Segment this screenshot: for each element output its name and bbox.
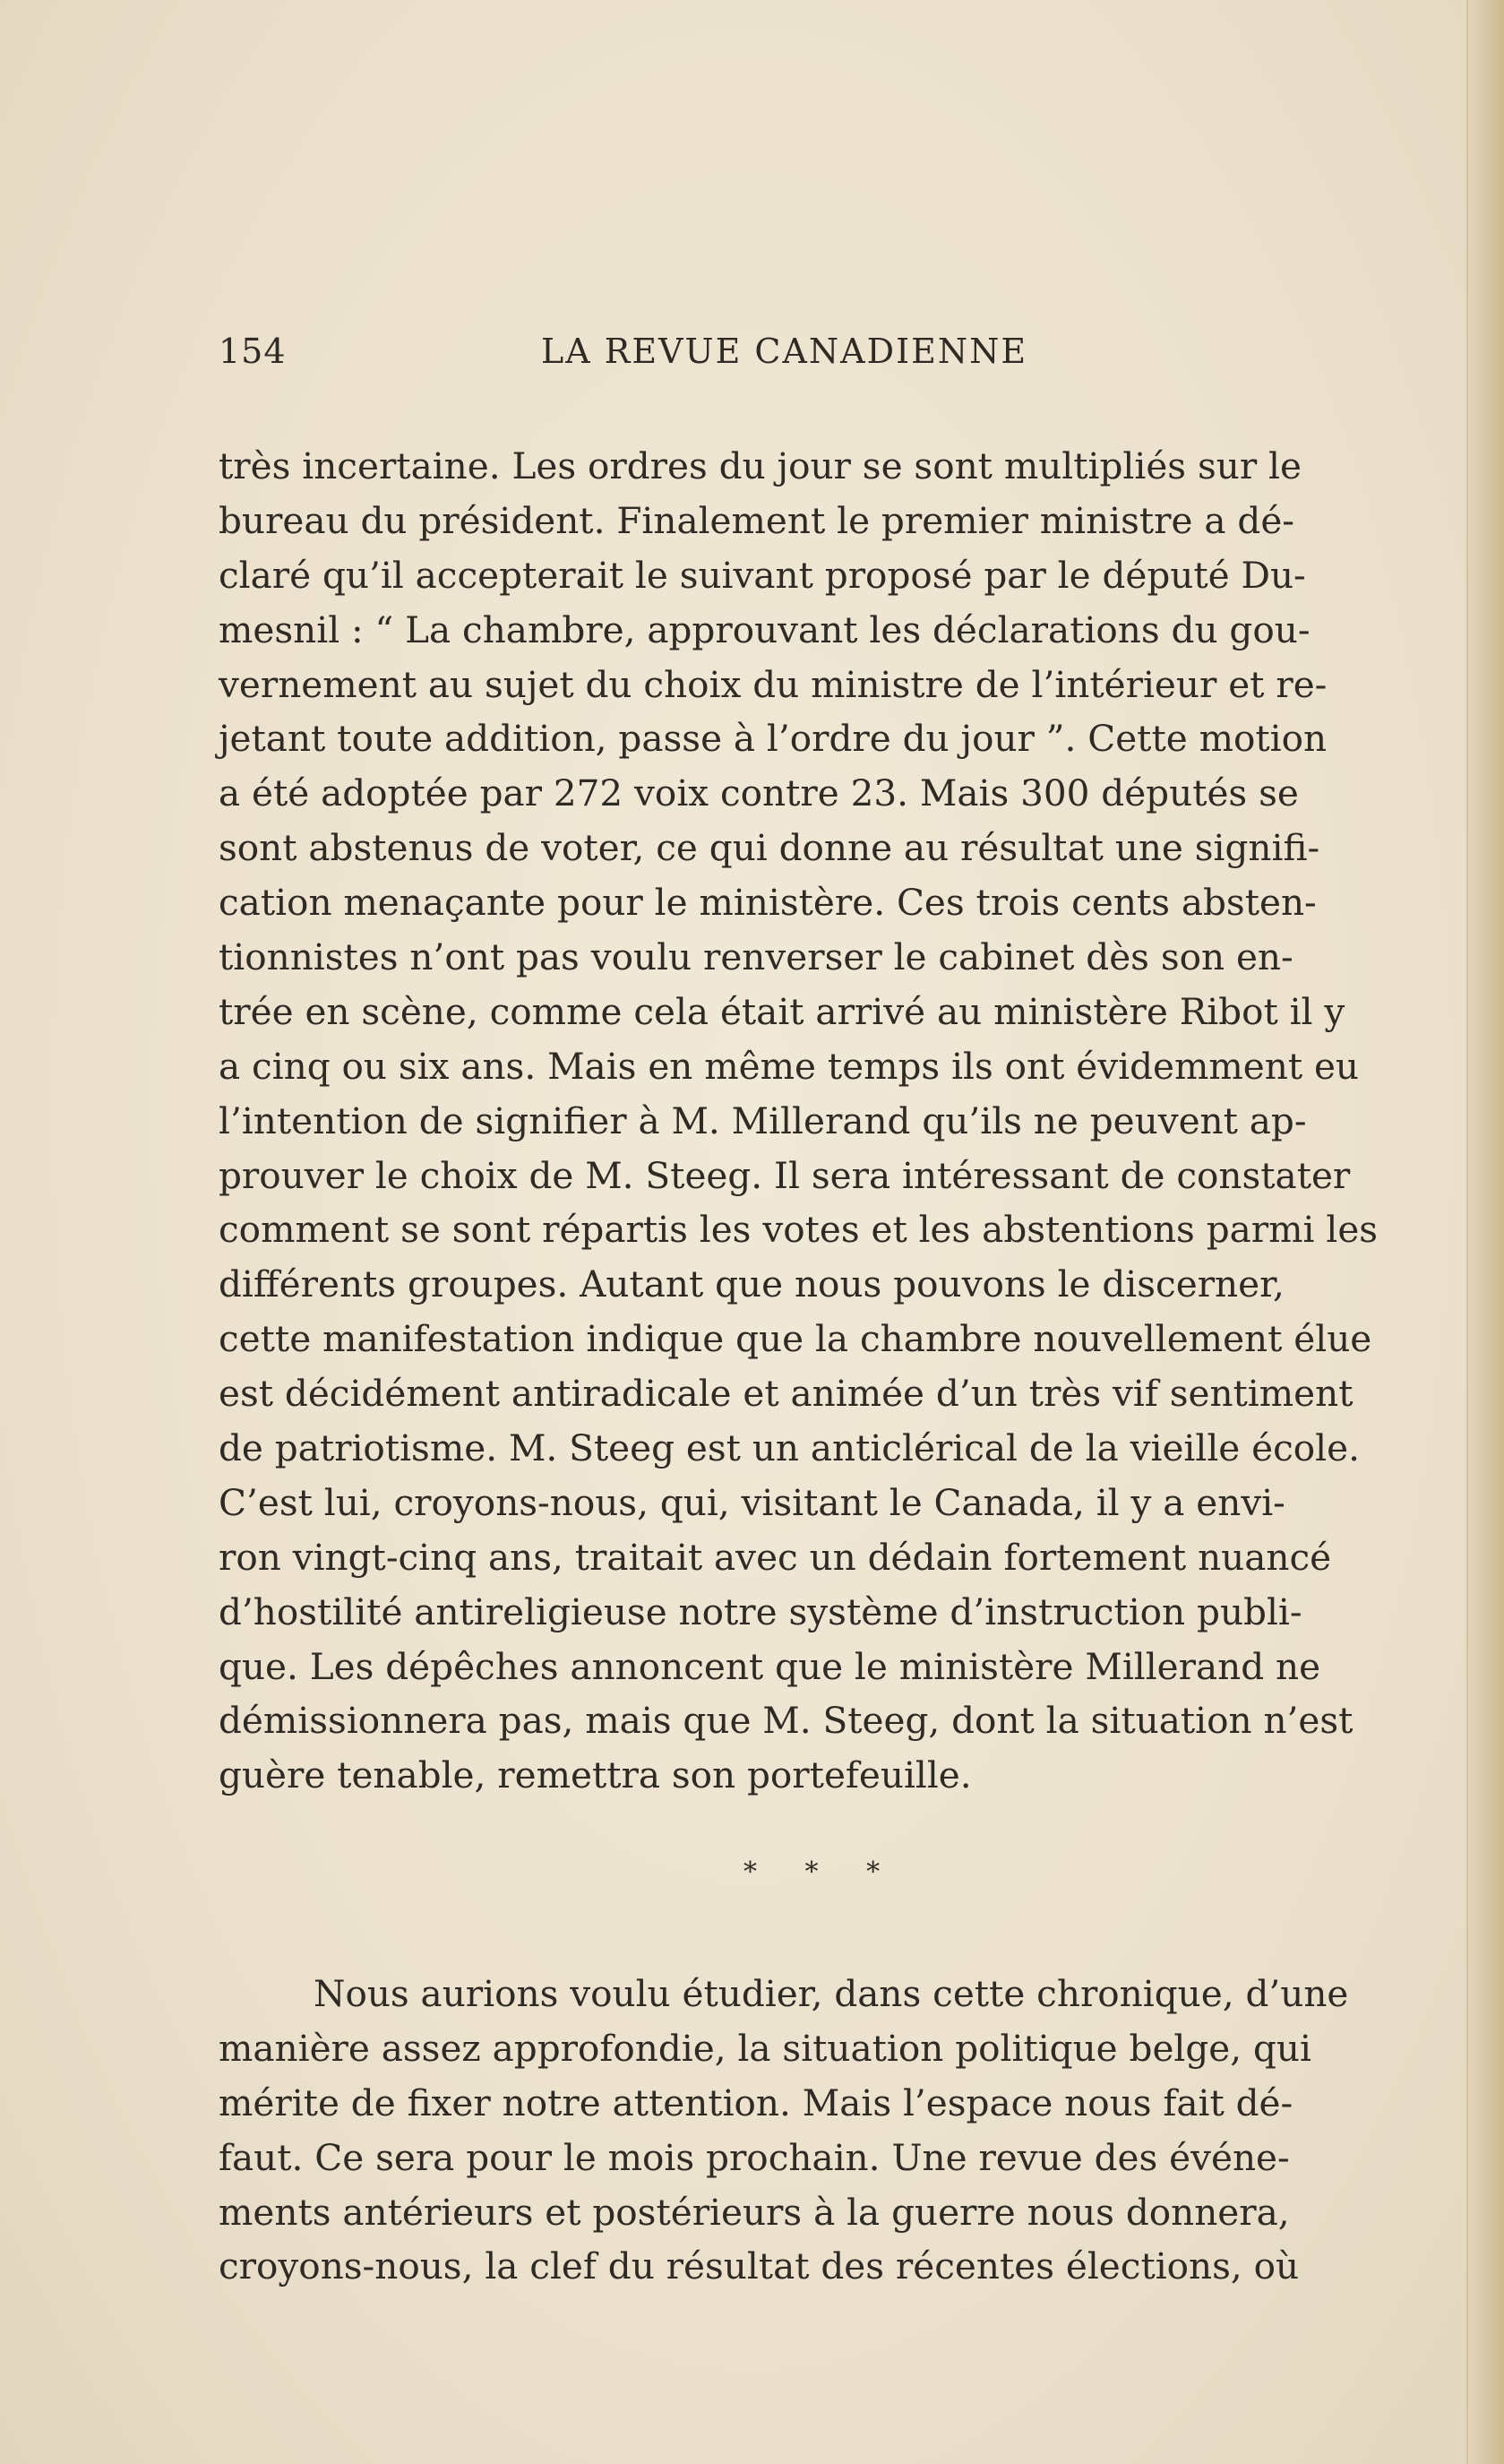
page-edge-line xyxy=(1466,0,1468,2464)
text-line: l’intention de signifier à M. Millerand qu’ils ne peuvent ap- xyxy=(219,1098,1307,1142)
text-line: claré qu’il accepterait le suivant proposé par le député Du- xyxy=(219,553,1306,597)
text-line: mérite de fixer notre attention. Mais l’espace nous fait dé- xyxy=(219,2081,1293,2124)
text-line: est décidément antiradicale et animée d’un très vif sentiment xyxy=(219,1372,1354,1416)
text-line: guère tenable, remettra son portefeuille. xyxy=(219,1753,972,1797)
text-line: tionnistes n’ont pas voulu renverser le cabinet dès son en- xyxy=(219,935,1293,979)
page-header xyxy=(219,332,1114,385)
text-line: a été adoptée par 272 voix contre 23. Mais 300 députés se xyxy=(219,771,1299,815)
text-line: d’hostilité antireligieuse notre système d’instruction publi- xyxy=(219,1590,1302,1633)
text-line: vernement au sujet du choix du ministre de l’intérieur et re- xyxy=(219,662,1328,706)
text-line: trée en scène, comme cela était arrivé au ministère Ribot il y xyxy=(219,989,1345,1033)
text-line: sont abstenus de voter, ce qui donne au résultat une signifi- xyxy=(219,826,1320,870)
page-number: 154 xyxy=(219,332,287,371)
text-line: Nous aurions voulu étudier, dans cette chronique, d’une xyxy=(314,1972,1349,2015)
text-line: manière assez approfondie, la situation politique belge, qui xyxy=(219,2026,1311,2070)
text-line: que. Les dépêches annoncent que le ministère Millerand ne xyxy=(219,1644,1321,1688)
section-separator: * * * xyxy=(743,1857,900,1888)
text-line: prouver le choix de M. Steeg. Il sera intéressant de constater xyxy=(219,1153,1351,1197)
text-line: ments antérieurs et postérieurs à la guerre nous donnera, xyxy=(219,2190,1290,2234)
page-edge xyxy=(1466,0,1504,2464)
text-line: très incertaine. Les ordres du jour se sont multipliés sur le xyxy=(219,444,1302,487)
text-line: jetant toute addition, passe à l’ordre du jour ”. Cette motion xyxy=(219,717,1328,761)
text-line: croyons-nous, la clef du résultat des récentes élections, où xyxy=(219,2244,1300,2288)
text-line: démissionnera pas, mais que M. Steeg, dont la situation n’est xyxy=(219,1699,1354,1743)
text-line: faut. Ce sera pour le mois prochain. Une revue des événe- xyxy=(219,2135,1290,2179)
text-line: mesnil : “ La chambre, approuvant les déclarations du gou- xyxy=(219,607,1311,651)
text-line: bureau du président. Finalement le premier ministre a dé- xyxy=(219,498,1294,542)
text-line: cation menaçante pour le ministère. Ces trois cents absten- xyxy=(219,881,1317,925)
running-head: LA REVUE CANADIENNE xyxy=(541,332,1028,371)
text-line: de patriotisme. M. Steeg est un anticlérical de la vieille école. xyxy=(219,1426,1360,1470)
text-line: a cinq ou six ans. Mais en même temps ils ont évidemment eu xyxy=(219,1044,1360,1088)
text-line: comment se sont répartis les votes et les abstentions parmi les xyxy=(219,1208,1379,1252)
text-line: C’est lui, croyons-nous, qui, visitant le Canada, il y a envi- xyxy=(219,1480,1285,1524)
paragraph-1 xyxy=(219,439,1383,1803)
text-line: différents groupes. Autant que nous pouvons le discerner, xyxy=(219,1262,1285,1306)
text-line: ron vingt-cinq ans, traitait avec un dédain fortement nuancé xyxy=(219,1535,1332,1579)
paragraph-2 xyxy=(219,1967,1383,2294)
text-line: cette manifestation indique que la chambre nouvellement élue xyxy=(219,1317,1372,1361)
